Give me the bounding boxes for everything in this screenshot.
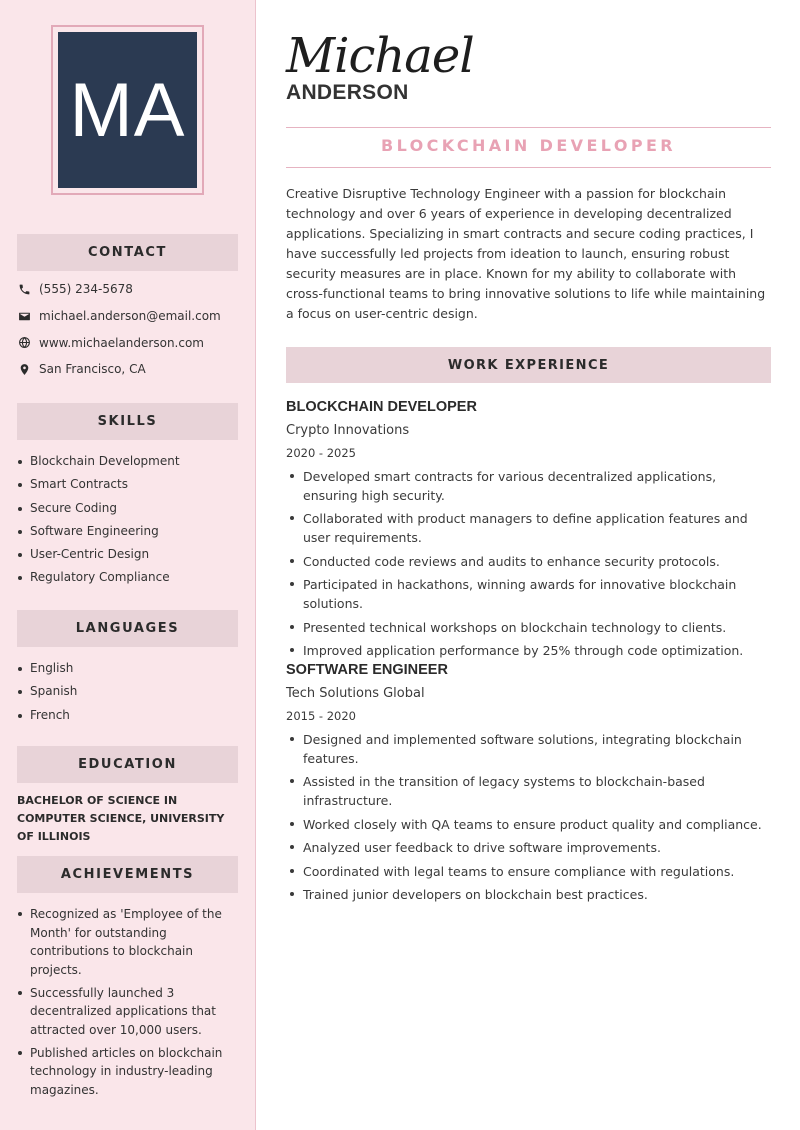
job-bullet: Worked closely with QA teams to ensure product quality and compliance. — [286, 815, 771, 834]
contact-website-text: www.michaelanderson.com — [39, 335, 204, 350]
skill-item: Secure Coding — [17, 497, 245, 520]
language-item: English — [17, 657, 245, 680]
contact-phone — [17, 276, 247, 303]
globe-icon — [17, 336, 31, 350]
phone-icon — [17, 282, 31, 296]
job-role: BLOCKCHAIN DEVELOPER — [286, 399, 477, 415]
job-entry — [286, 397, 771, 664]
skills-list — [17, 450, 245, 590]
job-bullet: Coordinated with legal teams to ensure compliance with regulations. — [286, 862, 771, 881]
contact-heading: CONTACT — [17, 234, 238, 271]
job-title: BLOCKCHAIN DEVELOPER — [381, 136, 676, 155]
job-bullet: Assisted in the transition of legacy systems to blockchain-based infrastructure. — [286, 772, 771, 810]
job-company: Crypto Innovations — [286, 423, 410, 438]
email-icon — [17, 309, 31, 323]
skill-item: User-Centric Design — [17, 543, 245, 566]
contact-website — [17, 329, 247, 356]
skills-heading: SKILLS — [17, 403, 238, 440]
job-bullet: Developed smart contracts for various decentralized applications, ensuring high security. — [286, 467, 771, 505]
skill-item: Regulatory Compliance — [17, 566, 245, 589]
achievement-item: Recognized as 'Employee of the Month' for outstanding contributions to blockchain projects. — [17, 905, 245, 979]
achievements-heading: ACHIEVEMENTS — [17, 856, 238, 893]
job-bullet: Collaborated with product managers to define application features and user requirements. — [286, 509, 771, 547]
location-pin-icon — [17, 362, 31, 376]
title-rule-top — [286, 127, 771, 128]
job-company: Tech Solutions Global — [286, 686, 425, 701]
job-bullets — [286, 467, 771, 660]
languages-list — [17, 657, 245, 727]
job-bullet: Analyzed user feedback to drive software improvements. — [286, 838, 771, 857]
skill-item: Blockchain Development — [17, 450, 245, 473]
work-experience-heading: WORK EXPERIENCE — [286, 347, 771, 383]
contact-phone-text: (555) 234-5678 — [39, 282, 133, 297]
monogram: MA — [58, 32, 197, 188]
language-item: Spanish — [17, 680, 245, 703]
achievement-item: Successfully launched 3 decentralized applications that attracted over 10,000 users. — [17, 984, 245, 1040]
job-bullet: Improved application performance by 25% through code optimization. — [286, 641, 771, 660]
achievement-item: Published articles on blockchain technology in industry-leading magazines. — [17, 1044, 245, 1100]
monogram-frame — [51, 25, 204, 195]
job-dates: 2015 - 2020 — [286, 709, 356, 723]
job-role: SOFTWARE ENGINEER — [286, 662, 448, 678]
language-item: French — [17, 704, 245, 727]
job-dates: 2020 - 2025 — [286, 446, 356, 460]
contact-email — [17, 303, 247, 330]
job-bullet: Trained junior developers on blockchain best practices. — [286, 885, 771, 904]
job-bullets — [286, 730, 771, 904]
contact-list — [17, 276, 247, 383]
contact-location — [17, 356, 247, 383]
education-degree: BACHELOR OF SCIENCE IN COMPUTER SCIENCE, UNIVERSITY OF ILLINOIS — [17, 794, 225, 843]
languages-heading: LANGUAGES — [17, 610, 238, 647]
job-bullet: Participated in hackathons, winning awards for innovative blockchain solutions. — [286, 575, 771, 613]
last-name: ANDERSON — [286, 81, 409, 104]
skill-item: Software Engineering — [17, 520, 245, 543]
contact-location-text: San Francisco, CA — [39, 362, 146, 377]
summary: Creative Disruptive Technology Engineer with a passion for blockchain technology and over 6 years of experience in developing decentralized applications. Specializing in smart contracts and secure coding practices, I have successfully led projects from ideation to launch, ensuring robust security measures are in place. Known for my ability to collaborate with cross-functional teams to bring innovative solutions to life while maintaining a focus on user-centric design. — [286, 186, 766, 321]
education-heading: EDUCATION — [17, 746, 238, 783]
sidebar — [0, 0, 256, 1130]
first-name: Michael — [286, 28, 474, 84]
achievements-list — [17, 905, 245, 1104]
job-bullet: Designed and implemented software solutions, integrating blockchain features. — [286, 730, 771, 768]
title-rule-bottom — [286, 167, 771, 168]
job-bullet: Presented technical workshops on blockchain technology to clients. — [286, 618, 771, 637]
job-bullet: Conducted code reviews and audits to enhance security protocols. — [286, 552, 771, 571]
job-entry — [286, 660, 771, 908]
skill-item: Smart Contracts — [17, 473, 245, 496]
contact-email-text: michael.anderson@email.com — [39, 309, 221, 324]
